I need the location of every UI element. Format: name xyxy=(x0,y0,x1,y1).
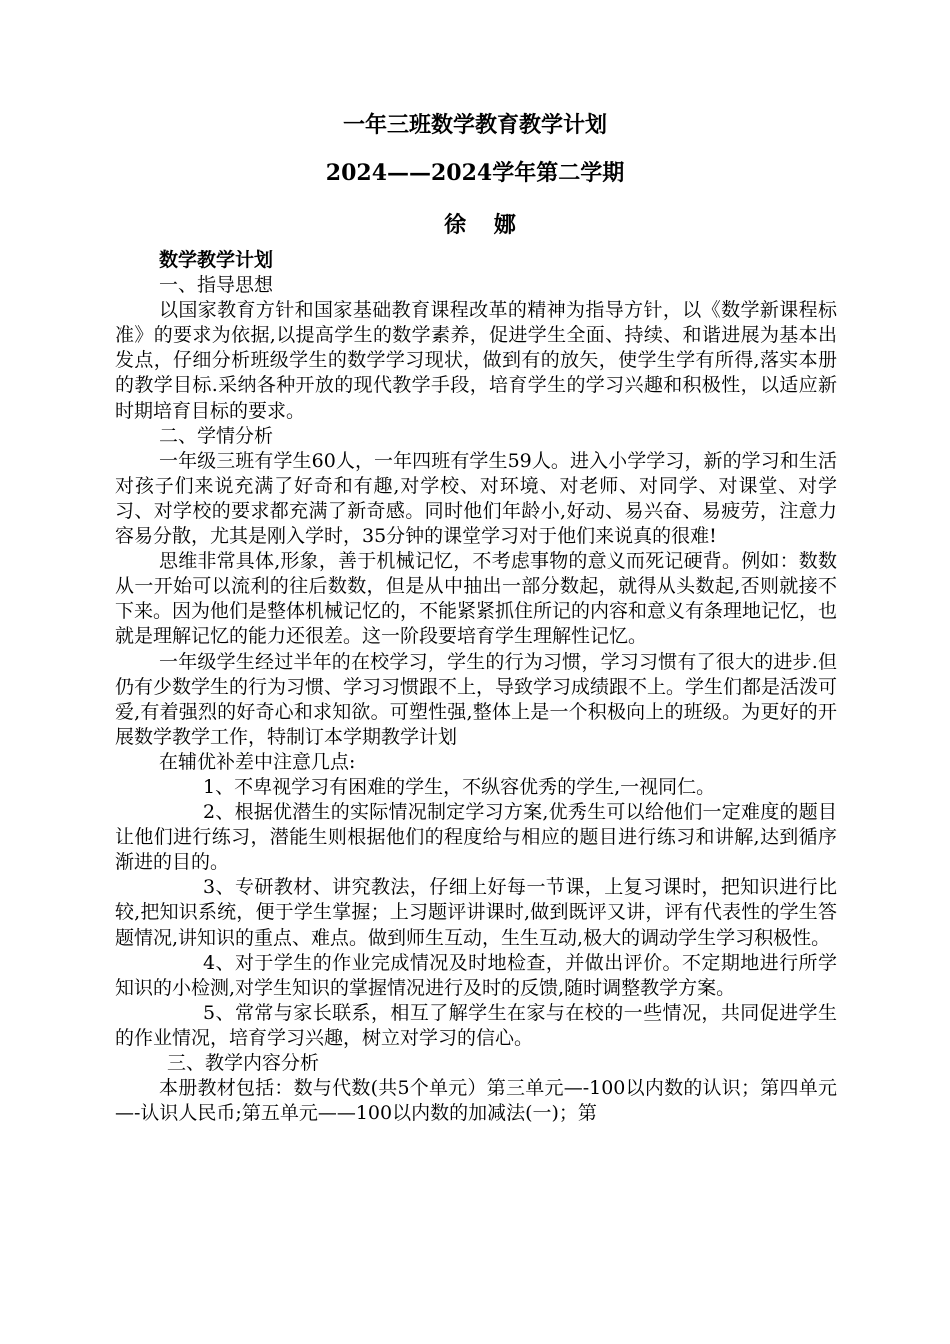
heading-content-analysis: 三、教学内容分析 xyxy=(167,1052,320,1074)
paragraph-thinking-traits: 思维非常具体,形象，善于机械记忆，不考虑事物的意义而死记硬背。例如：数数从一开始可以流利的往后数数，但是从中抽出一部分数起，就得从头数起,否则就接不下来。因为他们是整体机械记忆的，不能紧紧抓住所记的内容和意义有条理地记忆，也就是理解记忆的能力还很差。这一阶段要培育学生理解性记忆。 xyxy=(115,550,838,648)
section-heading: 数学教学计划 xyxy=(159,249,274,271)
heading-guiding-ideology: 一、指导思想 xyxy=(159,274,274,297)
document-subtitle: 2024——2024学年第二学期 xyxy=(325,160,625,186)
paragraph-content-analysis: 本册教材包括：数与代数(共5个单元）第三单元—-100以内数的认识；第四单元—-认识人民币;第五单元——100以内数的加减法(一)；第 xyxy=(115,1077,837,1125)
list-item-4: 4、对于学生的作业完成情况及时地检查，并做出评价。不定期地进行所学知识的小检测,对学生知识的掌握情况进行及时的反馈,随时调整教学方案。 xyxy=(115,951,837,999)
list-item-1: 1、不卑视学习有困难的学生，不纵容优秀的学生,一视同仁。 xyxy=(203,775,716,798)
list-item-5: 5、常常与家长联系，相互了解学生在家与在校的一些情况，共同促进学生的作业情况，培育学习兴趣，树立对学习的信心。 xyxy=(115,1001,837,1049)
paragraph-tutoring-intro: 在辅优补差中注意几点: xyxy=(159,750,356,773)
heading-student-analysis: 二、学情分析 xyxy=(159,424,274,447)
document-body xyxy=(115,248,837,1126)
paragraph-progress: 一年级学生经过半年的在校学习，学生的行为习惯，学习习惯有了很大的进步.但仍有少数学生的行为习惯、学习习惯跟不上，导致学习成绩跟不上。学生们都是活泼可爱,有着强烈的好奇心和求知欲。可塑性强,整体上是一个积极向上的班级。为更好的开展数学教学工作，特制订本学期教学计划 xyxy=(115,650,838,748)
document-title: 一年三班数学教育教学计划 xyxy=(342,112,607,138)
paragraph-guiding-ideology: 以国家教育方针和国家基础教育课程改革的精神为指导方针，以《数学新课程标准》的要求为依据,以提高学生的数学素养，促进学生全面、持续、和谐进展为基本出发点，仔细分析班级学生的数学学习现状，做到有的放矢，使学生学有所得,落实本册的教学目标.采纳各种开放的现代教学手段，培育学生的学习兴趣和积极性，以适应新时期培育目标的要求。 xyxy=(115,299,837,422)
document-author: 徐 娜 xyxy=(444,212,526,238)
paragraph-class-overview: 一年级三班有学生60人，一年四班有学生59人。进入小学学习，新的学习和生活对孩子们来说充满了好奇和有趣,对学校、对环境、对老师、对同学、对课堂、对学习、对学校的要求都充满了新奇感。同时他们年龄小,好动、易兴奋、易疲劳，注意力容易分散，尤其是刚入学时，35分钟的课堂学习对于他们来说真的很难! xyxy=(115,449,837,548)
list-item-2: 2、根据优潜生的实际情况制定学习方案,优秀生可以给他们一定难度的题目让他们进行练习，潜能生则根据他们的程度给与相应的题目进行练习和讲解,达到循序渐进的目的。 xyxy=(115,801,837,874)
list-item-3: 3、专研教材、讲究教法，仔细上好每一节课，上复习课时，把知识进行比较,把知识系统，便于学生掌握；上习题评讲课时,做到既评又讲，评有代表性的学生答题情况,讲知识的重点、难点。做到师生互动，生生互动,极大的调动学生学习积极性。 xyxy=(115,876,837,949)
